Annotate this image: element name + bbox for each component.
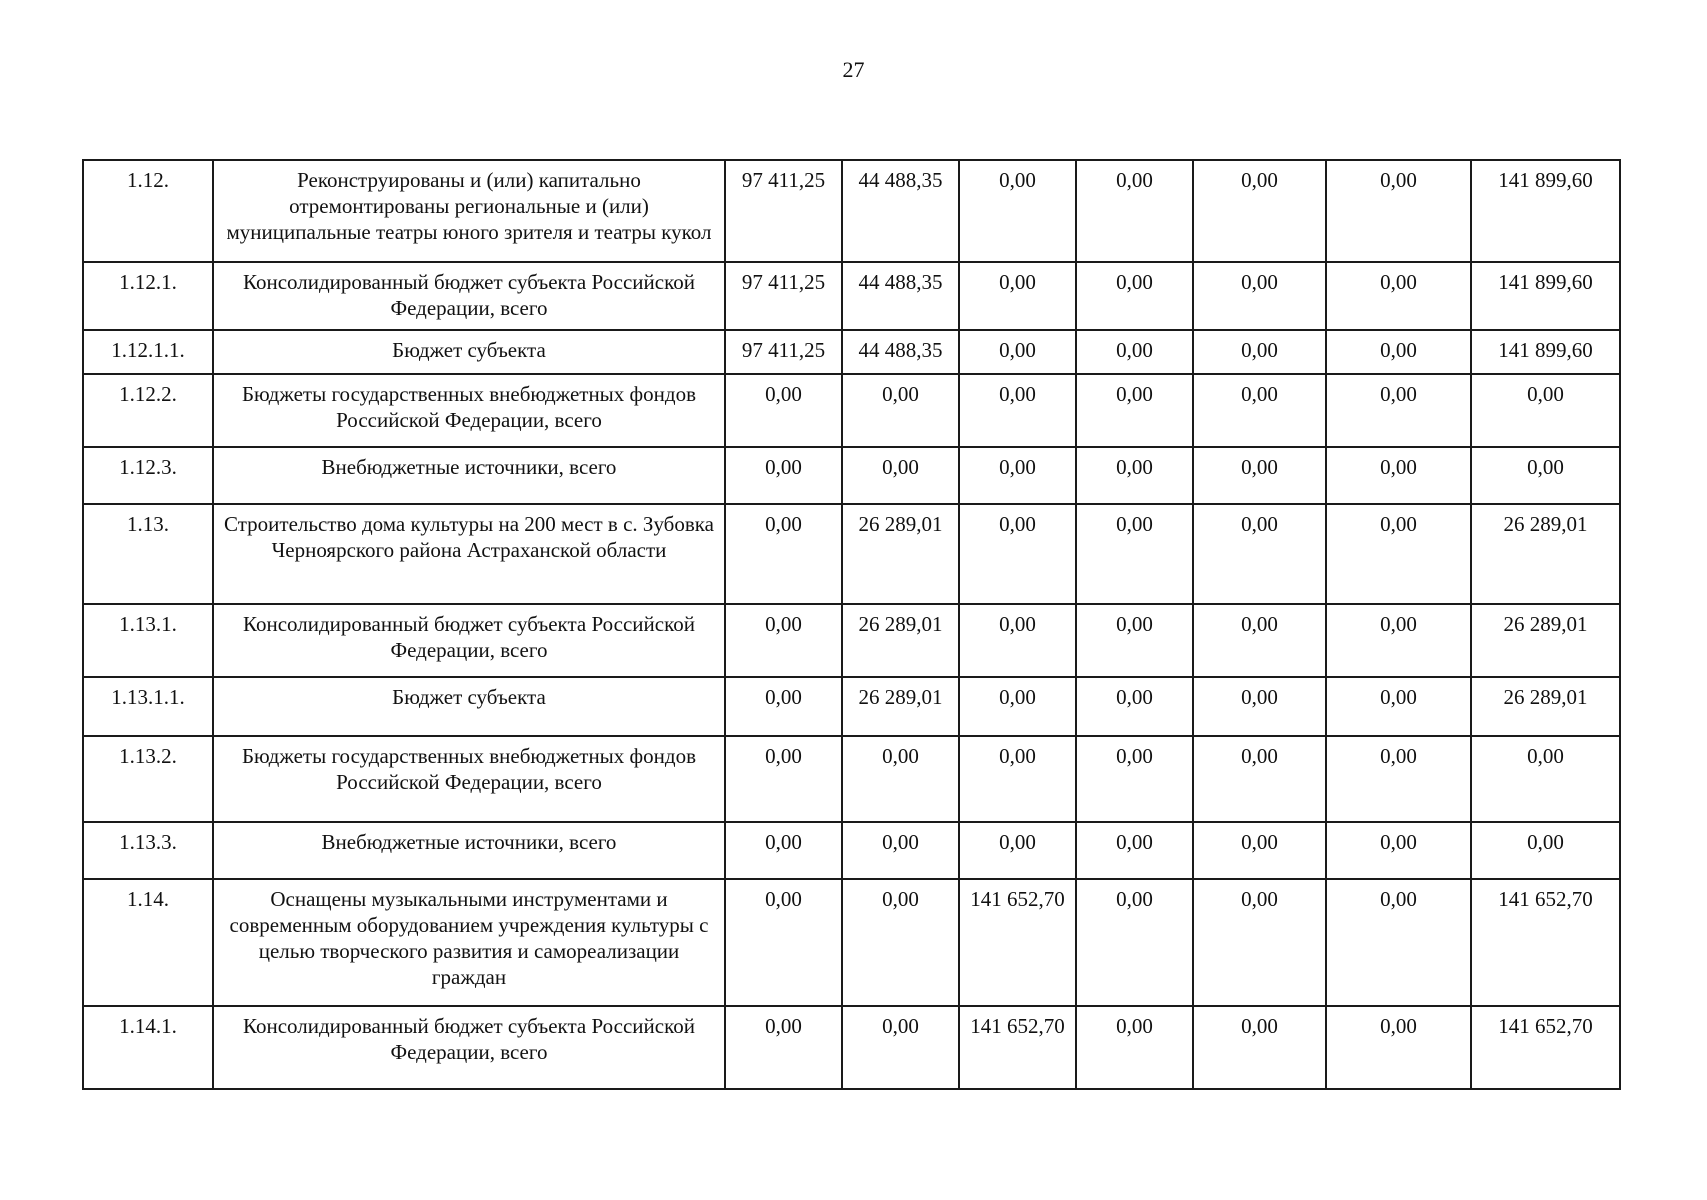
row-description-cell: Бюджет субъекта: [213, 677, 725, 736]
value-cell-6: 0,00: [1326, 879, 1471, 1006]
value-cell-3: 0,00: [959, 330, 1076, 374]
row-code-cell: 1.12.1.: [83, 262, 213, 330]
value-cell-4: 0,00: [1076, 677, 1193, 736]
value-cell-6: 0,00: [1326, 504, 1471, 604]
value-cell-3: 0,00: [959, 504, 1076, 604]
row-code-cell: 1.12.3.: [83, 447, 213, 504]
table-row: [83, 822, 1620, 879]
row-code-cell: 1.13.2.: [83, 736, 213, 822]
table-row: [83, 262, 1620, 330]
value-cell-2: 26 289,01: [842, 504, 959, 604]
value-cell-7: 0,00: [1471, 447, 1620, 504]
row-code-cell: 1.13.3.: [83, 822, 213, 879]
value-cell-6: 0,00: [1326, 604, 1471, 677]
row-description-cell: Бюджеты государственных внебюджетных фондов Российской Федерации, всего: [213, 736, 725, 822]
row-description-cell: Консолидированный бюджет субъекта Российской Федерации, всего: [213, 604, 725, 677]
value-cell-6: 0,00: [1326, 374, 1471, 447]
value-cell-5: 0,00: [1193, 160, 1326, 262]
value-cell-6: 0,00: [1326, 330, 1471, 374]
value-cell-3: 0,00: [959, 262, 1076, 330]
value-cell-1: 97 411,25: [725, 330, 842, 374]
table-row: [83, 504, 1620, 604]
budget-table: [82, 159, 1621, 1090]
value-cell-7: 26 289,01: [1471, 504, 1620, 604]
row-description-cell: Внебюджетные источники, всего: [213, 822, 725, 879]
row-description-cell: Внебюджетные источники, всего: [213, 447, 725, 504]
table-row: [83, 604, 1620, 677]
value-cell-2: 44 488,35: [842, 262, 959, 330]
value-cell-7: 141 899,60: [1471, 160, 1620, 262]
row-code-cell: 1.13.1.1.: [83, 677, 213, 736]
value-cell-7: 141 652,70: [1471, 1006, 1620, 1089]
value-cell-3: 141 652,70: [959, 1006, 1076, 1089]
value-cell-3: 0,00: [959, 677, 1076, 736]
row-code-cell: 1.13.1.: [83, 604, 213, 677]
value-cell-1: 0,00: [725, 879, 842, 1006]
value-cell-1: 0,00: [725, 677, 842, 736]
value-cell-5: 0,00: [1193, 604, 1326, 677]
row-code-cell: 1.12.1.1.: [83, 330, 213, 374]
value-cell-1: 97 411,25: [725, 262, 842, 330]
value-cell-7: 0,00: [1471, 822, 1620, 879]
table-row: [83, 736, 1620, 822]
value-cell-4: 0,00: [1076, 262, 1193, 330]
value-cell-5: 0,00: [1193, 736, 1326, 822]
table-body: [83, 160, 1620, 1089]
value-cell-6: 0,00: [1326, 822, 1471, 879]
value-cell-7: 141 899,60: [1471, 330, 1620, 374]
value-cell-4: 0,00: [1076, 504, 1193, 604]
value-cell-3: 0,00: [959, 447, 1076, 504]
row-description-cell: Оснащены музыкальными инструментами и современным оборудованием учреждения культуры с целью творческого развития и самореализации граждан: [213, 879, 725, 1006]
row-code-cell: 1.12.: [83, 160, 213, 262]
value-cell-5: 0,00: [1193, 1006, 1326, 1089]
value-cell-3: 0,00: [959, 736, 1076, 822]
table-row: [83, 447, 1620, 504]
value-cell-6: 0,00: [1326, 736, 1471, 822]
value-cell-2: 44 488,35: [842, 330, 959, 374]
value-cell-5: 0,00: [1193, 879, 1326, 1006]
value-cell-2: 0,00: [842, 1006, 959, 1089]
value-cell-3: 0,00: [959, 822, 1076, 879]
value-cell-2: 26 289,01: [842, 677, 959, 736]
row-description-cell: Бюджеты государственных внебюджетных фондов Российской Федерации, всего: [213, 374, 725, 447]
value-cell-1: 0,00: [725, 736, 842, 822]
value-cell-4: 0,00: [1076, 879, 1193, 1006]
value-cell-5: 0,00: [1193, 447, 1326, 504]
value-cell-2: 26 289,01: [842, 604, 959, 677]
value-cell-3: 141 652,70: [959, 879, 1076, 1006]
value-cell-7: 141 652,70: [1471, 879, 1620, 1006]
value-cell-7: 0,00: [1471, 736, 1620, 822]
value-cell-4: 0,00: [1076, 160, 1193, 262]
value-cell-5: 0,00: [1193, 822, 1326, 879]
row-code-cell: 1.13.: [83, 504, 213, 604]
row-code-cell: 1.14.1.: [83, 1006, 213, 1089]
value-cell-5: 0,00: [1193, 330, 1326, 374]
value-cell-5: 0,00: [1193, 374, 1326, 447]
value-cell-7: 26 289,01: [1471, 604, 1620, 677]
value-cell-7: 141 899,60: [1471, 262, 1620, 330]
value-cell-6: 0,00: [1326, 160, 1471, 262]
value-cell-1: 0,00: [725, 374, 842, 447]
value-cell-4: 0,00: [1076, 736, 1193, 822]
value-cell-1: 0,00: [725, 604, 842, 677]
value-cell-3: 0,00: [959, 160, 1076, 262]
value-cell-4: 0,00: [1076, 374, 1193, 447]
value-cell-4: 0,00: [1076, 604, 1193, 677]
table-row: [83, 677, 1620, 736]
row-description-cell: Строительство дома культуры на 200 мест в с. Зубовка Черноярского района Астраханской области: [213, 504, 725, 604]
table-row: [83, 879, 1620, 1006]
row-description-cell: Бюджет субъекта: [213, 330, 725, 374]
table-row: [83, 374, 1620, 447]
value-cell-4: 0,00: [1076, 447, 1193, 504]
value-cell-1: 0,00: [725, 504, 842, 604]
value-cell-3: 0,00: [959, 604, 1076, 677]
row-description-cell: Реконструированы и (или) капитально отремонтированы региональные и (или) муниципальные театры юного зрителя и театры кукол: [213, 160, 725, 262]
value-cell-6: 0,00: [1326, 1006, 1471, 1089]
page-number: 27: [842, 57, 865, 82]
value-cell-2: 44 488,35: [842, 160, 959, 262]
value-cell-1: 0,00: [725, 822, 842, 879]
value-cell-2: 0,00: [842, 736, 959, 822]
value-cell-7: 0,00: [1471, 374, 1620, 447]
value-cell-4: 0,00: [1076, 1006, 1193, 1089]
value-cell-4: 0,00: [1076, 822, 1193, 879]
value-cell-1: 0,00: [725, 447, 842, 504]
table-row: [83, 330, 1620, 374]
value-cell-2: 0,00: [842, 447, 959, 504]
value-cell-4: 0,00: [1076, 330, 1193, 374]
value-cell-2: 0,00: [842, 822, 959, 879]
table-row: [83, 1006, 1620, 1089]
row-code-cell: 1.14.: [83, 879, 213, 1006]
value-cell-6: 0,00: [1326, 677, 1471, 736]
value-cell-2: 0,00: [842, 374, 959, 447]
value-cell-2: 0,00: [842, 879, 959, 1006]
table-row: [83, 160, 1620, 262]
value-cell-6: 0,00: [1326, 447, 1471, 504]
row-code-cell: 1.12.2.: [83, 374, 213, 447]
value-cell-1: 97 411,25: [725, 160, 842, 262]
value-cell-5: 0,00: [1193, 677, 1326, 736]
row-description-cell: Консолидированный бюджет субъекта Российской Федерации, всего: [213, 262, 725, 330]
value-cell-1: 0,00: [725, 1006, 842, 1089]
value-cell-5: 0,00: [1193, 504, 1326, 604]
row-description-cell: Консолидированный бюджет субъекта Российской Федерации, всего: [213, 1006, 725, 1089]
value-cell-7: 26 289,01: [1471, 677, 1620, 736]
value-cell-3: 0,00: [959, 374, 1076, 447]
value-cell-6: 0,00: [1326, 262, 1471, 330]
value-cell-5: 0,00: [1193, 262, 1326, 330]
